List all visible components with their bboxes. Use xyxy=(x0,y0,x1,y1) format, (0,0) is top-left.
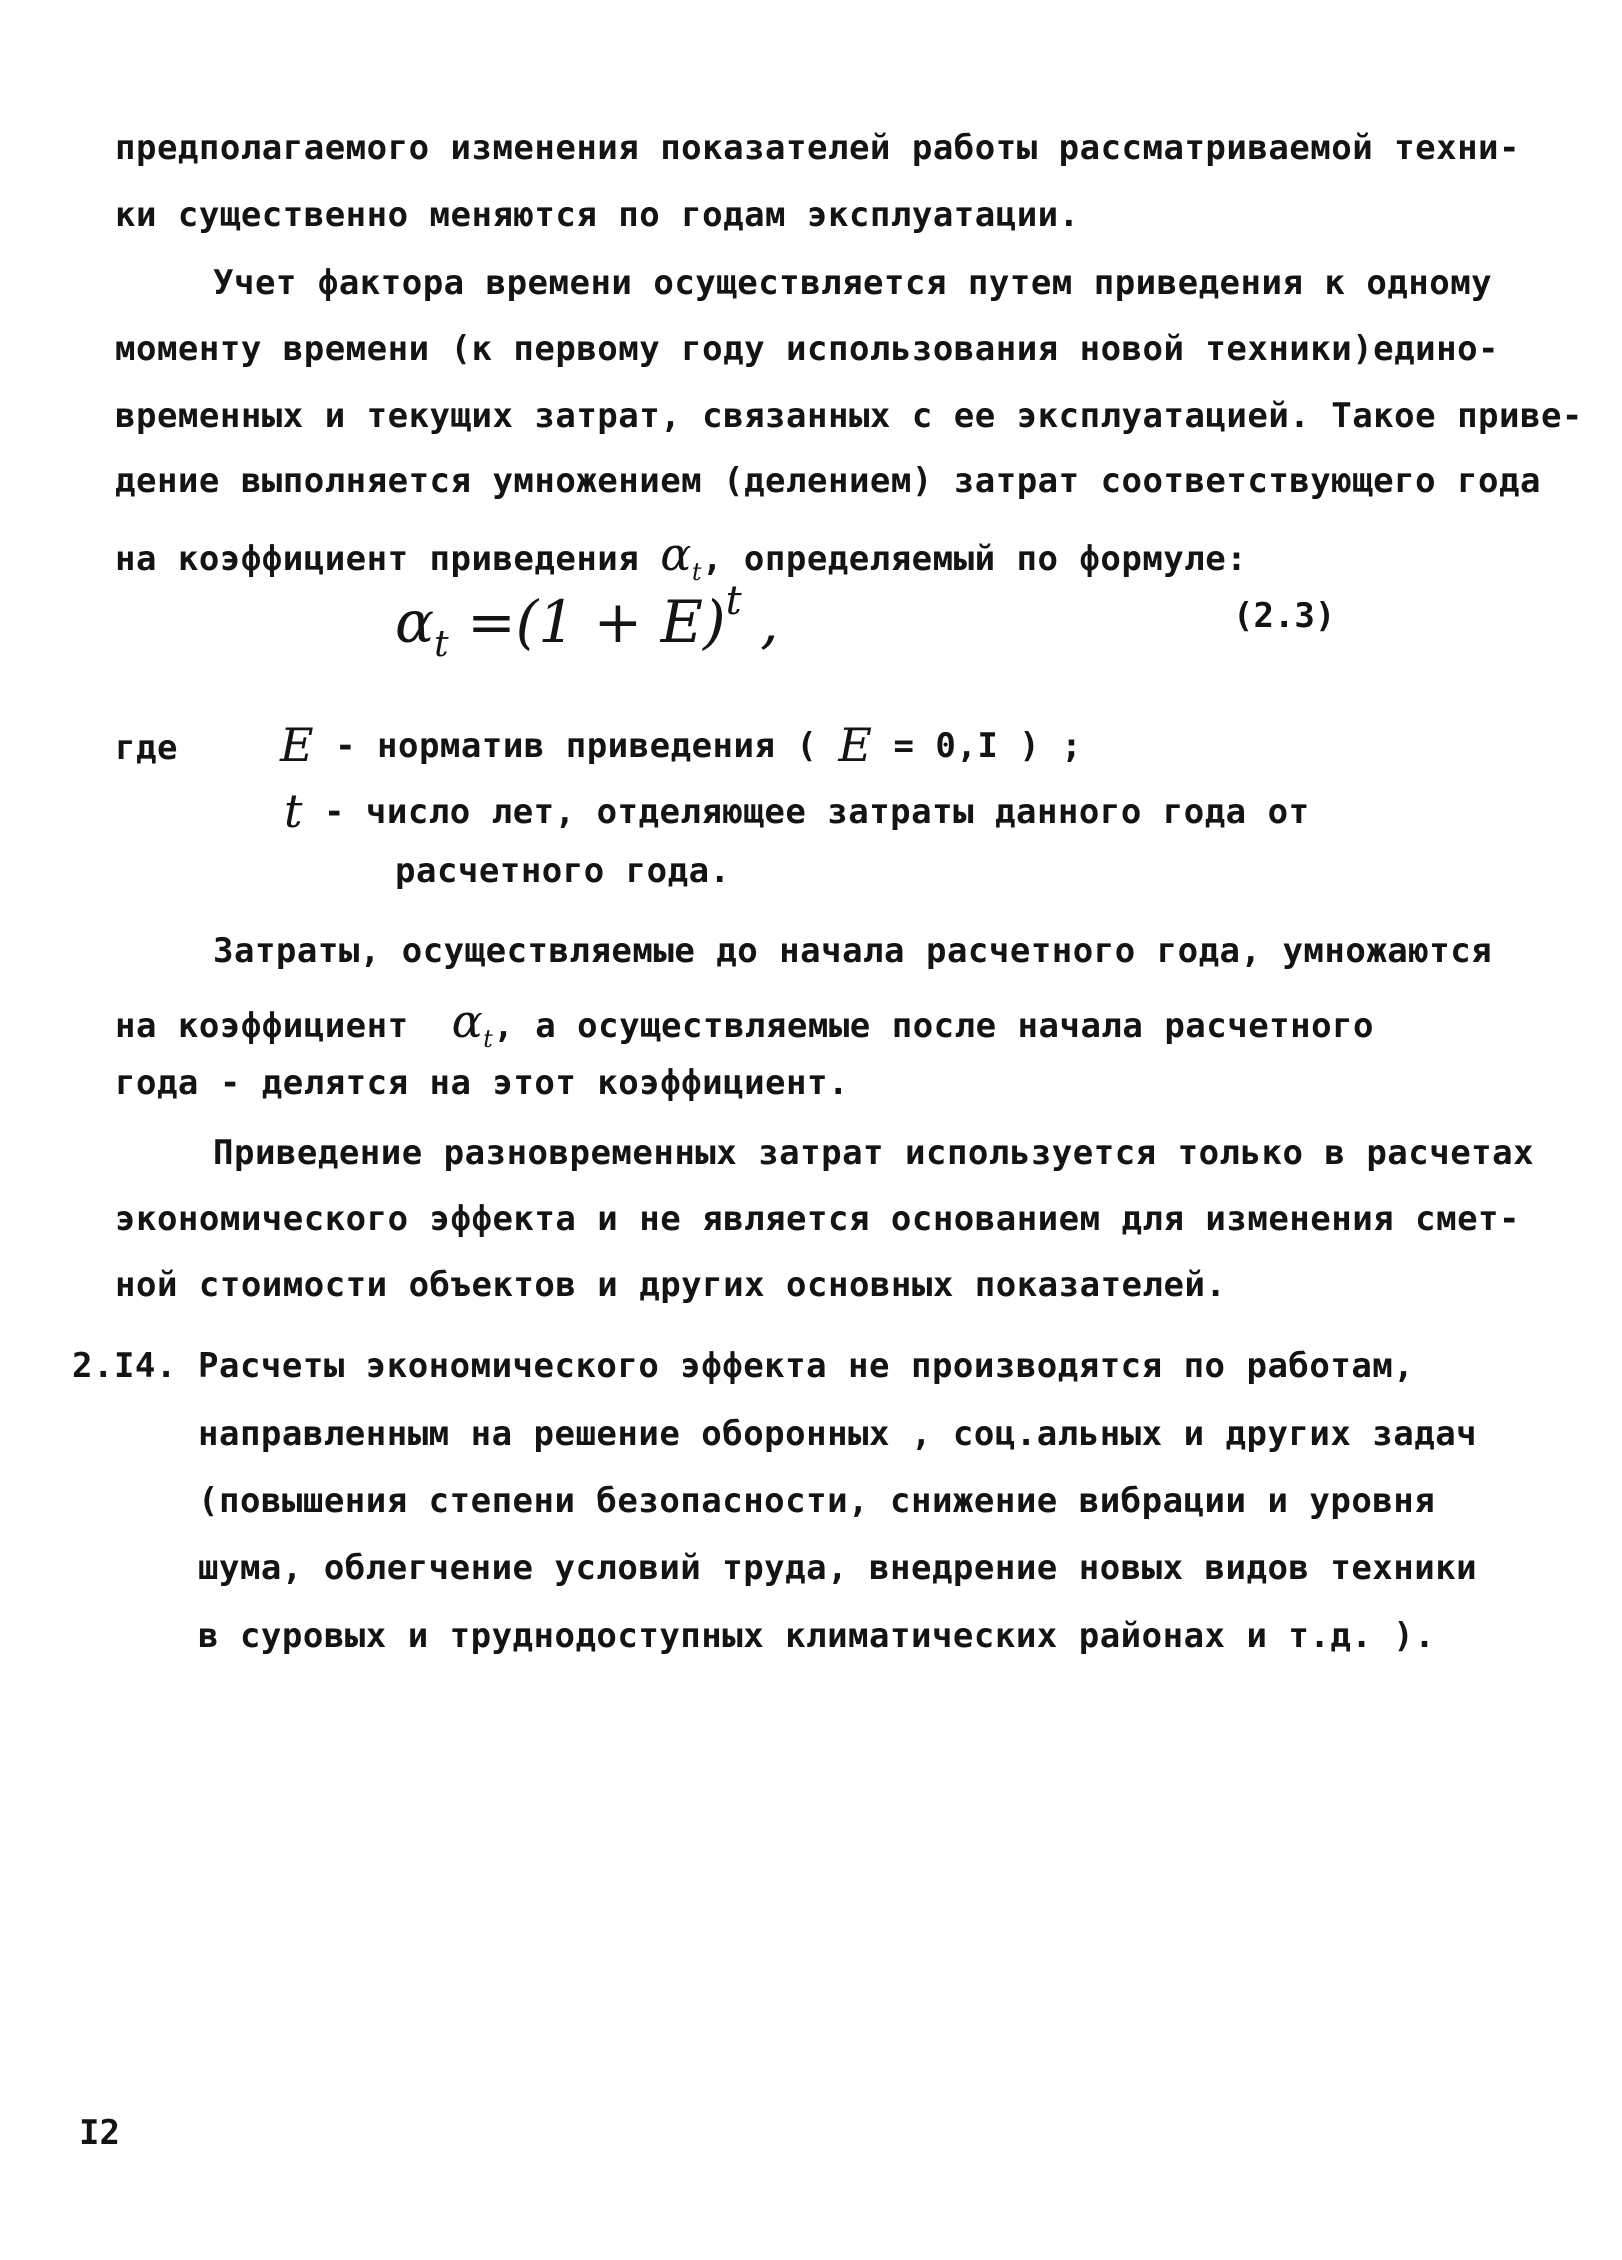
formula xyxy=(395,578,779,665)
paragraph-line: ки существенно меняются по годам эксплуатации. xyxy=(115,195,1080,235)
text-span: на коэффициент xyxy=(115,1006,409,1046)
where-label: где xyxy=(115,728,178,768)
paragraph-line: года - делятся на этот коэффициент. xyxy=(115,1063,849,1103)
paragraph-line: шума, облегчение условий труда, внедрение новых видов техники xyxy=(198,1548,1478,1588)
paragraph-line: расчетного года. xyxy=(395,851,731,891)
text-span: , определяемый по формуле: xyxy=(701,539,1248,579)
paragraph-line: Расчеты экономического эффекта не производятся по работам, xyxy=(198,1346,1415,1386)
e-symbol: E xyxy=(280,718,315,772)
paragraph-line: временных и текущих затрат, связанных с ее эксплуатацией. Такое приве- xyxy=(115,396,1583,436)
t-exponent: t xyxy=(725,578,742,624)
paragraph-line xyxy=(115,527,1248,586)
alpha-symbol: α xyxy=(660,527,692,581)
text-span: - норматив приведения ( xyxy=(335,726,818,766)
paragraph-line: направленным на решение оборонных , соц.альных и других задач xyxy=(198,1414,1478,1454)
t-symbol: t xyxy=(284,784,303,838)
text-span: на коэффициент приведения xyxy=(115,539,640,579)
t-subscript: t xyxy=(434,624,449,665)
paragraph-line xyxy=(115,994,1375,1053)
t-subscript: t xyxy=(691,558,702,586)
paragraph-line: Приведение разновременных затрат используется только в расчетах xyxy=(213,1133,1535,1173)
paragraph-line: в суровых и труднодоступных климатических районах и т.д. ). xyxy=(198,1616,1436,1656)
e-symbol: E xyxy=(838,718,873,772)
formula-trailing-comma: , xyxy=(760,588,779,656)
where-t-definition xyxy=(284,784,1310,838)
alpha-symbol: α xyxy=(451,994,484,1048)
section-number: 2.I4. xyxy=(72,1346,177,1386)
text-span: - число лет, отделяющее затраты данного года от xyxy=(323,792,1310,832)
paragraph-line: ной стоимости объектов и других основных показателей. xyxy=(115,1265,1227,1305)
equation-number: (2.3) xyxy=(1233,596,1336,636)
paragraph-line: моменту времени (к первому году использования новой техники)едино- xyxy=(115,329,1500,369)
where-e-definition xyxy=(280,718,1082,772)
t-subscript: t xyxy=(483,1025,494,1053)
paragraph-line: дение выполняется умножением (делением) затрат соответствующего года xyxy=(115,461,1541,501)
text-span: , а осуществляемые после начала расчетного xyxy=(493,1006,1375,1046)
paragraph-line: (повышения степени безопасности, снижение вибрации и уровня xyxy=(198,1481,1436,1521)
formula-rhs: =(1 + E) xyxy=(467,588,726,656)
alpha-symbol: α xyxy=(395,588,435,656)
paragraph-line: Затраты, осуществляемые до начала расчетного года, умножаются xyxy=(213,931,1493,971)
paragraph-line: экономического эффекта и не является основанием для изменения смет- xyxy=(115,1199,1520,1239)
page-number: I2 xyxy=(79,2113,120,2153)
paragraph-line: предполагаемого изменения показателей работы рассматриваемой техни- xyxy=(115,128,1520,168)
paragraph-line: Учет фактора времени осуществляется путем приведения к одному xyxy=(213,263,1493,303)
text-span: = 0,I ) ; xyxy=(893,726,1083,766)
